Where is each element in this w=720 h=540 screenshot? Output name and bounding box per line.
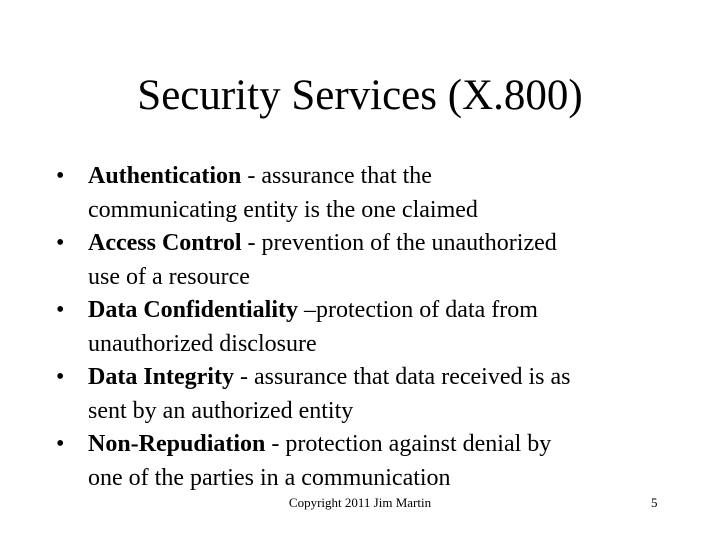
bullet-line-2: use of a resource <box>88 263 250 290</box>
bullet-line-2: sent by an authorized entity <box>88 397 354 424</box>
bullet-marker: • <box>56 297 65 323</box>
bullet-text: - protection against denial by <box>265 431 552 457</box>
bullet-line-2: unauthorized disclosure <box>88 330 317 357</box>
bullet-line-1 <box>88 294 676 328</box>
bullet-line-2: one of the parties in a communication <box>88 464 451 491</box>
bullet-item-access-control <box>56 227 676 294</box>
bullet-item-non-repudiation <box>56 428 676 495</box>
bullet-line-1 <box>88 160 676 194</box>
copyright-text: Copyright 2011 Jim Martin <box>288 495 432 510</box>
bullet-line-1 <box>88 361 676 395</box>
slide-title: Security Services (X.800) <box>137 72 583 119</box>
bullet-term: Access Control <box>88 230 242 256</box>
bullet-item-data-confidentiality <box>56 294 676 361</box>
bullet-item-authentication <box>56 160 676 227</box>
bullet-text: - assurance that data received is as <box>233 364 571 390</box>
bullet-term: Data Integrity <box>88 364 234 390</box>
bullet-marker: • <box>56 163 65 189</box>
bullet-term: Non-Repudiation <box>88 431 266 457</box>
bullet-line-1 <box>88 428 676 462</box>
bullet-marker: • <box>56 431 65 457</box>
bullet-marker: • <box>56 230 65 256</box>
bullet-text: –protection of data from <box>298 297 538 323</box>
bullet-line-2: communicating entity is the one claimed <box>88 196 478 223</box>
bullet-list <box>56 160 676 495</box>
bullet-term: Data Confidentiality <box>88 297 298 323</box>
bullet-item-data-integrity <box>56 361 676 428</box>
page-number: 5 <box>651 495 658 510</box>
bullet-term: Authentication <box>88 163 242 189</box>
bullet-text: - assurance that the <box>241 163 432 189</box>
bullet-marker: • <box>56 364 65 390</box>
bullet-text: - prevention of the unauthorized <box>241 230 557 256</box>
bullet-line-1 <box>88 227 676 261</box>
